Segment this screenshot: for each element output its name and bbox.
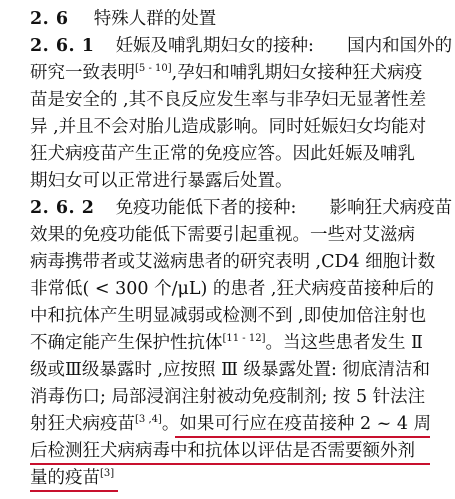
citation: [3 ,4] (135, 414, 162, 426)
paragraph-line (30, 62, 435, 84)
subsection-number: 2. 6. 2 (30, 198, 95, 218)
paragraph-line (30, 386, 435, 408)
paragraph-text: 射狂犬病疫苗 (30, 414, 135, 434)
red-underline-annotation (175, 436, 430, 438)
highlighted-text: 后检测狂犬病病毒中和抗体以评估是否需要额外剂 (30, 441, 415, 461)
paragraph-line (30, 278, 435, 300)
subsection-title: 妊娠及哺乳期妇女的接种: (115, 36, 314, 56)
red-underline-annotation (30, 463, 430, 465)
paragraph-line (30, 440, 435, 462)
paragraph-text: 效果的免疫功能低下需要引起重视。一些对艾滋病 (30, 225, 415, 245)
paragraph-line (30, 197, 453, 219)
paragraph-text: 病毒携带者或艾滋病患者的研究表明 ,CD4 细胞计数 (30, 252, 436, 272)
paragraph-line (30, 467, 435, 489)
highlighted-text: 量的疫苗 (30, 468, 100, 488)
paragraph-text: 不确定能产生保护性抗体 (30, 333, 223, 353)
citation: [3] (100, 468, 115, 480)
paragraph-text: 期妇女可以正常进行暴露后处置。 (30, 171, 293, 191)
citation: [11 - 12] (222, 333, 266, 345)
paragraph-line (30, 35, 453, 57)
paragraph-line (30, 224, 435, 246)
paragraph-line (30, 332, 435, 354)
highlighted-text: 。如果可行应在疫苗接种 2 ~ 4 周 (161, 414, 432, 434)
paragraph-line (30, 143, 435, 165)
section-heading (30, 8, 216, 30)
paragraph-line (30, 413, 435, 435)
red-underline-annotation (30, 490, 118, 492)
paragraph-text: 中和抗体产生明显减弱或检测不到 ,即使加倍注射也 (30, 306, 427, 326)
paragraph-line (30, 89, 435, 111)
paragraph-text: 研究一致表明 (30, 63, 135, 83)
section-number: 2. 6 (30, 9, 69, 29)
paragraph-text: 影响狂犬病疫苗 (329, 198, 453, 218)
paragraph-text: 国内和国外的 (347, 36, 453, 56)
paragraph-text: 异 ,并且不会对胎儿造成影响。同时妊娠妇女均能对 (30, 117, 427, 137)
paragraph-text: 非常低( < 300 个/μL) 的患者 ,狂犬病疫苗接种后的 (30, 279, 434, 299)
subsection-number: 2. 6. 1 (30, 36, 95, 56)
paragraph-text: 消毒伤口; 局部浸润注射被动免疫制剂; 按 5 针法注 (30, 387, 426, 407)
paragraph-text: 级或Ⅲ级暴露时 ,应按照 Ⅲ 级暴露处置: 彻底清洁和 (30, 360, 430, 380)
section-title: 特殊人群的处置 (93, 9, 217, 29)
paragraph-line (30, 170, 435, 192)
paragraph-text: ,孕妇和哺乳期妇女接种狂犬病疫 (171, 63, 423, 83)
paragraph-text: 狂犬病疫苗产生正常的免疫应答。因此妊娠及哺乳 (30, 144, 415, 164)
subsection-title: 免疫功能低下者的接种: (115, 198, 297, 218)
citation: [5 - 10] (135, 63, 172, 75)
paragraph-line (30, 251, 435, 273)
paragraph-line (30, 359, 435, 381)
paragraph-text: 。当这些患者发生 Ⅱ (265, 333, 423, 353)
paragraph-line (30, 305, 435, 327)
paragraph-text: 苗是安全的 ,其不良反应发生率与非孕妇无显著性差 (30, 90, 427, 110)
paragraph-line (30, 116, 435, 138)
